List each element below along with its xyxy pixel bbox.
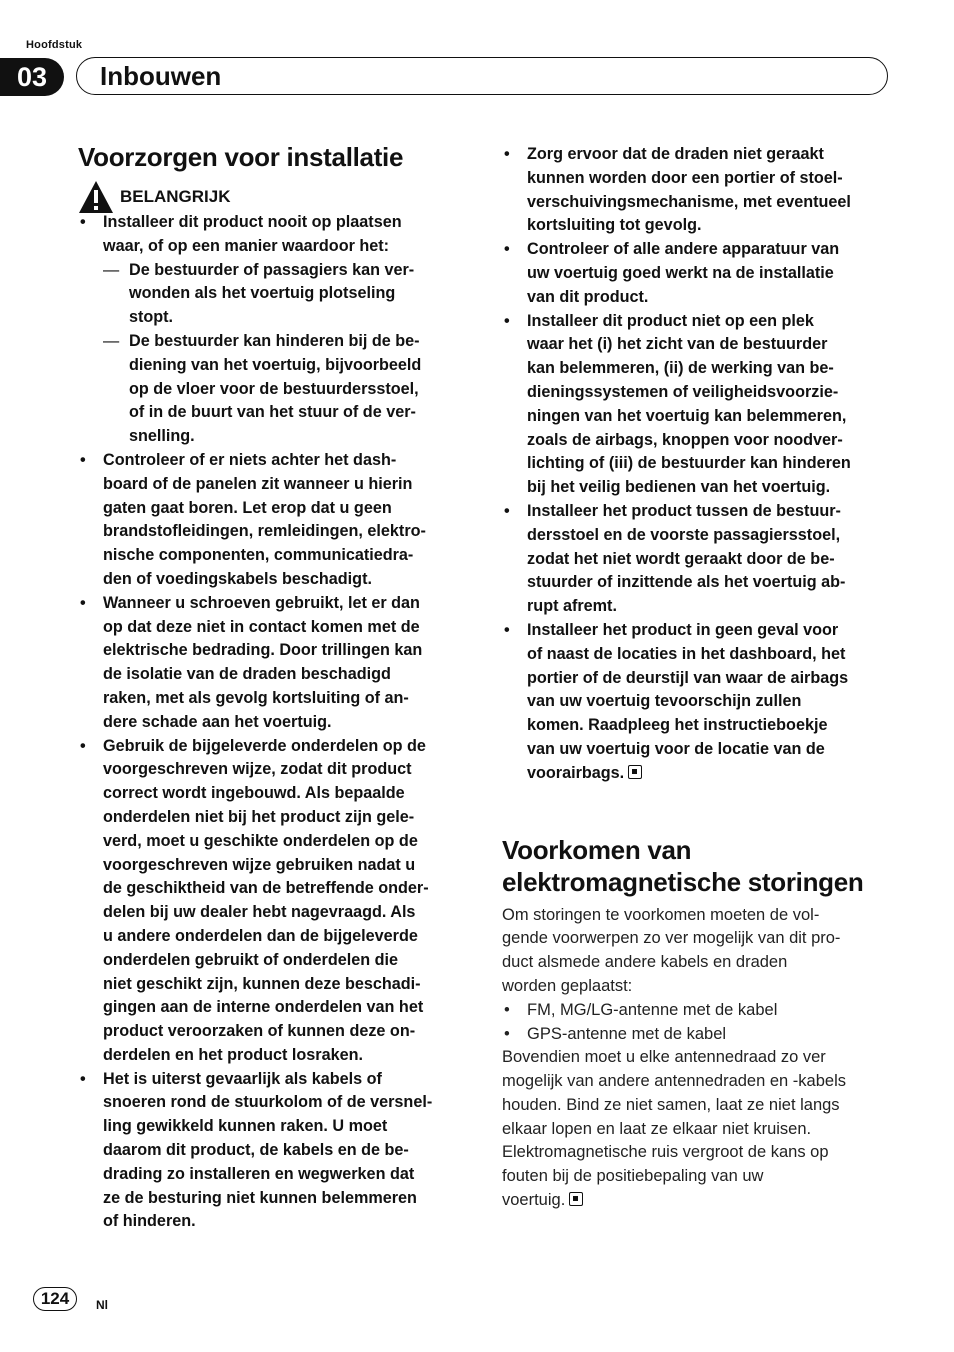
precautions-list-continued [502,143,894,786]
end-of-section-icon [628,765,642,779]
text-line: raken, met als gevolg kortsluiting of an- [103,688,409,707]
text-line: onderdelen niet bij het product zijn gele- [103,807,415,826]
text-line: of in de buurt van het stuur of de ver- [129,403,416,422]
text-line: komen. Raadpleeg het instructieboekje [527,716,828,735]
text-line: rupt afremt. [527,597,617,616]
list-item [78,592,468,735]
text-line: Bovendien moet u elke antennedraad zo ver [502,1048,826,1067]
text-line: correct wordt ingebouwd. Als bepaalde [103,784,405,803]
text-line: gingen aan de interne onderdelen van het [103,998,424,1017]
text-line: Installeer dit product nooit op plaatsen [103,213,402,231]
text-line: Zorg ervoor dat de draden niet geraakt [527,145,824,163]
precautions-list [78,211,468,1234]
text-line: Het is uiterst gevaarlijk als kabels of [103,1069,382,1088]
text-line: gende voorwerpen zo ver mogelijk van dit pro- [502,929,841,948]
text-line: diening van het voertuig, bijvoorbeeld [129,355,422,374]
important-label: BELANGRIJK [120,187,231,206]
text-line: Om storingen te voorkomen moeten de vol- [502,905,820,924]
warning-triangle-icon [78,180,114,214]
list-item [78,1068,468,1235]
text-line: voorgeschreven wijze gebruiken nadat u [103,855,416,874]
text-line: voorgeschreven wijze, zodat dit product [103,760,412,779]
text-line: u andere onderdelen dan de bijgeleverde [103,926,418,945]
text-line: stopt. [129,308,174,327]
text-line: delen bij uw dealer hebt nagevraagd. Als [103,903,416,922]
text-line: kan belemmeren, (ii) de werking van be- [527,359,834,378]
text-line: wonden als het voertuig plotseling [129,284,396,303]
text-line: of naast de locaties in het dashboard, het [527,644,846,663]
text-line: De bestuurder kan hinderen bij de be- [129,331,420,350]
text-line: de isolatie van de draden beschadigd [103,665,391,684]
text-line: de geschiktheid van de betreffende onder- [103,879,429,898]
section-heading-emi [502,834,894,898]
text-line: op dat deze niet in contact komen met de [103,617,420,636]
chapter-number-badge: 03 [0,58,64,96]
list-item [502,143,894,238]
chapter-label: Hoofdstuk [26,39,83,51]
text-line: ze de besturing niet kunnen belemmeren [103,1188,417,1207]
chapter-title: Inbouwen [100,61,222,91]
text-line: duct alsmede andere kabels en draden [502,953,788,972]
text-line: product veroorzaken of kunnen deze on- [103,1022,416,1041]
text-line: lichting of (iii) de bestuurder kan hinderen [527,454,851,473]
sub-list-item [103,330,468,449]
text-line: Installeer het product tussen de bestuur- [527,501,841,520]
text-line: Installeer het product in geen geval voor [527,620,839,639]
text-line: waar, of op een manier waardoor het: [103,236,390,255]
text-line: kortsluiting tot gevolg. [527,216,702,235]
text-line: Controleer of er niets achter het dash- [103,450,397,469]
text-line: mogelijk van andere antennedraden en -kabels [502,1072,846,1091]
sub-list [103,259,468,449]
text-line: drading zo installeren en wegwerken dat [103,1164,415,1183]
text-line: Elektromagnetische ruis vergroot de kans op [502,1143,829,1162]
text-line: zoals de airbags, knoppen voor noodver- [527,430,843,449]
emi-outro-paragraph [502,1046,894,1213]
text-line: niet geschikt zijn, kunnen deze beschadi- [103,974,421,993]
text-line: derdelen en het product losraken. [103,1045,363,1064]
text-line: elkaar lopen en laat ze elkaar niet kruisen. [502,1119,812,1138]
antenna-list [502,999,894,1047]
text-line: of hinderen. [103,1212,196,1231]
text-line: daarom dit product, de kabels en de be- [103,1141,409,1160]
text-line: den of voedingskabels beschadigt. [103,569,372,588]
list-item [502,500,894,619]
text-line: houden. Bind ze niet samen, laat ze niet langs [502,1095,840,1114]
text-line: voertuig. [502,1191,566,1210]
list-item [502,619,894,786]
list-item [78,449,468,592]
right-column [502,143,894,1213]
text-line: gaten gaat boren. Let erop dat u geen [103,498,392,517]
text-line: voorairbags. [527,763,625,782]
text-line: van dit product. [527,287,649,306]
emi-intro-paragraph [502,904,894,999]
text-line: elektrische bedrading. Door trillingen kan [103,641,423,660]
text-line: van uw voertuig voor de locatie van de [527,739,825,758]
text-line: Gebruik de bijgeleverde onderdelen op de [103,736,426,755]
text-line: waar het (i) het zicht van de bestuurder [527,335,828,354]
text-line: dersstoel en de voorste passagiersstoel, [527,525,841,544]
list-item [502,238,894,309]
text-line: snoeren rond de stuurkolom of de versnel- [103,1093,433,1112]
text-line: worden geplaatst: [502,976,633,995]
text-line: kunnen worden door een portier of stoel- [527,168,843,187]
text-line: bij het veilig bedienen van het voertuig. [527,478,831,497]
text-line: stuurder of inzittende als het voertuig ab- [527,573,846,592]
page-number: 124 [33,1287,77,1311]
text-line: dere schade aan het voertuig. [103,712,332,731]
language-code: Nl [96,1298,108,1312]
text-line: brandstofleidingen, remleidingen, elektro- [103,522,426,541]
left-column [78,141,468,1234]
text-line: nische componenten, communicatiedra- [103,546,414,565]
list-item: • FM, MG/LG-antenne met de kabel [502,999,894,1023]
text-line: snelling. [129,427,195,446]
list-item [502,310,894,500]
text-line: Installeer dit product niet op een plek [527,311,814,330]
text-line: De bestuurder of passagiers kan ver- [129,260,415,279]
text-line: zodat het niet wordt geraakt door de be- [527,549,835,568]
text-line: ling gewikkeld kunnen raken. U moet [103,1117,388,1136]
text-line: ningen van het voertuig kan belemmeren, [527,406,847,425]
list-item [78,211,468,449]
important-notice [78,179,468,215]
text-line: onderdelen gebruikt of onderdelen die [103,950,399,969]
sub-list-item [103,259,468,330]
text-line: Controleer of alle andere apparatuur van [527,240,840,259]
list-item [78,735,468,1068]
text-line: verschuivingsmechanisme, met eventueel [527,192,851,211]
text-line: portier of de deurstijl van waar de airbags [527,668,849,687]
text-line: verd, moet u geschikte onderdelen op de [103,831,418,850]
text-line: uw voertuig goed werkt na de installatie [527,263,834,282]
text-line: fouten bij de positiebepaling van uw [502,1167,764,1186]
section-heading-installation: Voorzorgen voor installatie [78,142,404,172]
heading-line: Voorkomen van [502,834,692,865]
text-line: op de vloer voor de bestuurdersstoel, [129,379,419,398]
text-line: van uw voertuig tevoorschijn zullen [527,692,802,711]
text-line: Wanneer u schroeven gebruikt, let er dan [103,593,420,612]
text-line: board of de panelen zit wanneer u hierin [103,474,413,493]
end-of-section-icon [569,1192,583,1206]
list-item: • GPS-antenne met de kabel [502,1023,894,1047]
heading-line: elektromagnetische storingen [502,866,864,897]
text-line: dieningssystemen of veiligheidsvoorzie- [527,382,839,401]
